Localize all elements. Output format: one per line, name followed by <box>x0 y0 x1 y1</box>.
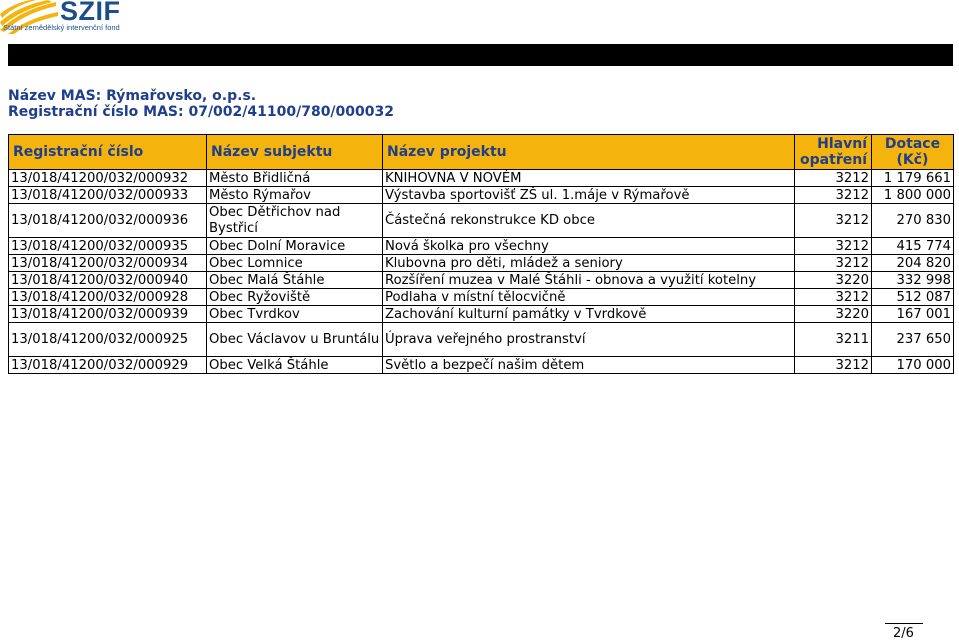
table-row <box>9 204 954 238</box>
table-row <box>9 357 954 374</box>
grant-amount-cell: 415 774 <box>872 238 954 255</box>
table-header-row <box>9 135 954 170</box>
logo-wordmark: SZIF <box>60 0 121 26</box>
registration-number-cell: 13/018/41200/032/000933 <box>9 187 207 204</box>
project-cell: Zachování kulturní památky v Tvrdkově <box>383 306 795 323</box>
table-row <box>9 272 954 289</box>
grant-amount-cell: 270 830 <box>872 204 954 238</box>
registration-number-cell: 13/018/41200/032/000934 <box>9 255 207 272</box>
subject-cell: Město Rýmařov <box>207 187 383 204</box>
project-cell: Částečná rekonstrukce KD obce <box>383 204 795 238</box>
registration-number-cell: 13/018/41200/032/000939 <box>9 306 207 323</box>
projects-table <box>8 134 954 374</box>
column-header: Registrační číslo <box>9 135 207 170</box>
grant-amount-cell: 332 998 <box>872 272 954 289</box>
registration-number-cell: 13/018/41200/032/000935 <box>9 238 207 255</box>
registration-number-cell: 13/018/41200/032/000928 <box>9 289 207 306</box>
subject-cell: Obec Dětřichov nad Bystřicí <box>207 204 383 238</box>
table-row <box>9 238 954 255</box>
project-cell: KNIHOVNA V NOVÉM <box>383 170 795 187</box>
measure-cell: 3220 <box>795 306 872 323</box>
project-cell: Rozšíření muzea v Malé Štáhli - obnova a využití kotelny <box>383 272 795 289</box>
footer-divider <box>885 623 923 624</box>
registration-number-cell: 13/018/41200/032/000925 <box>9 323 207 357</box>
measure-cell: 3212 <box>795 289 872 306</box>
project-cell: Výstavba sportovišť ZŠ ul. 1.máje v Rýmařově <box>383 187 795 204</box>
grant-amount-cell: 170 000 <box>872 357 954 374</box>
measure-cell: 3211 <box>795 323 872 357</box>
column-header: Název projektu <box>383 135 795 170</box>
measure-cell: 3212 <box>795 357 872 374</box>
column-header: Dotace (Kč) <box>872 135 954 170</box>
mas-registration-number: Registrační číslo MAS: 07/002/41100/780/000032 <box>8 104 394 120</box>
project-cell: Nová školka pro všechny <box>383 238 795 255</box>
measure-cell: 3212 <box>795 204 872 238</box>
grant-amount-cell: 512 087 <box>872 289 954 306</box>
subject-cell: Obec Tvrdkov <box>207 306 383 323</box>
page-number: 2/6 <box>893 626 914 641</box>
subject-cell: Obec Velká Štáhle <box>207 357 383 374</box>
grant-amount-cell: 237 650 <box>872 323 954 357</box>
table-row <box>9 187 954 204</box>
measure-cell: 3212 <box>795 255 872 272</box>
registration-number-cell: 13/018/41200/032/000929 <box>9 357 207 374</box>
registration-number-cell: 13/018/41200/032/000936 <box>9 204 207 238</box>
subject-cell: Obec Dolní Moravice <box>207 238 383 255</box>
column-header: Název subjektu <box>207 135 383 170</box>
table-row <box>9 289 954 306</box>
registration-number-cell: 13/018/41200/032/000932 <box>9 170 207 187</box>
registration-number-cell: 13/018/41200/032/000940 <box>9 272 207 289</box>
grant-amount-cell: 167 001 <box>872 306 954 323</box>
project-cell: Úprava veřejného prostranství <box>383 323 795 357</box>
header-black-bar <box>8 44 953 66</box>
grant-amount-cell: 1 179 661 <box>872 170 954 187</box>
subject-cell: Obec Ryžoviště <box>207 289 383 306</box>
subject-cell: Obec Václavov u Bruntálu <box>207 323 383 357</box>
table-row <box>9 255 954 272</box>
column-header: Hlavní opatření <box>795 135 872 170</box>
table-row <box>9 306 954 323</box>
subject-cell: Obec Malá Štáhle <box>207 272 383 289</box>
measure-cell: 3212 <box>795 187 872 204</box>
project-cell: Podlaha v místní tělocvičně <box>383 289 795 306</box>
grant-amount-cell: 1 800 000 <box>872 187 954 204</box>
project-cell: Světlo a bezpečí našim dětem <box>383 357 795 374</box>
szif-logo <box>0 0 130 34</box>
logo-subtitle: Státní zemědělský intervenční fond <box>3 23 120 32</box>
measure-cell: 3220 <box>795 272 872 289</box>
project-cell: Klubovna pro děti, mládež a seniory <box>383 255 795 272</box>
table-row <box>9 323 954 357</box>
subject-cell: Obec Lomnice <box>207 255 383 272</box>
subject-cell: Město Břidličná <box>207 170 383 187</box>
table-row <box>9 170 954 187</box>
grant-amount-cell: 204 820 <box>872 255 954 272</box>
measure-cell: 3212 <box>795 238 872 255</box>
measure-cell: 3212 <box>795 170 872 187</box>
mas-name: Název MAS: Rýmařovsko, o.p.s. <box>8 88 257 104</box>
